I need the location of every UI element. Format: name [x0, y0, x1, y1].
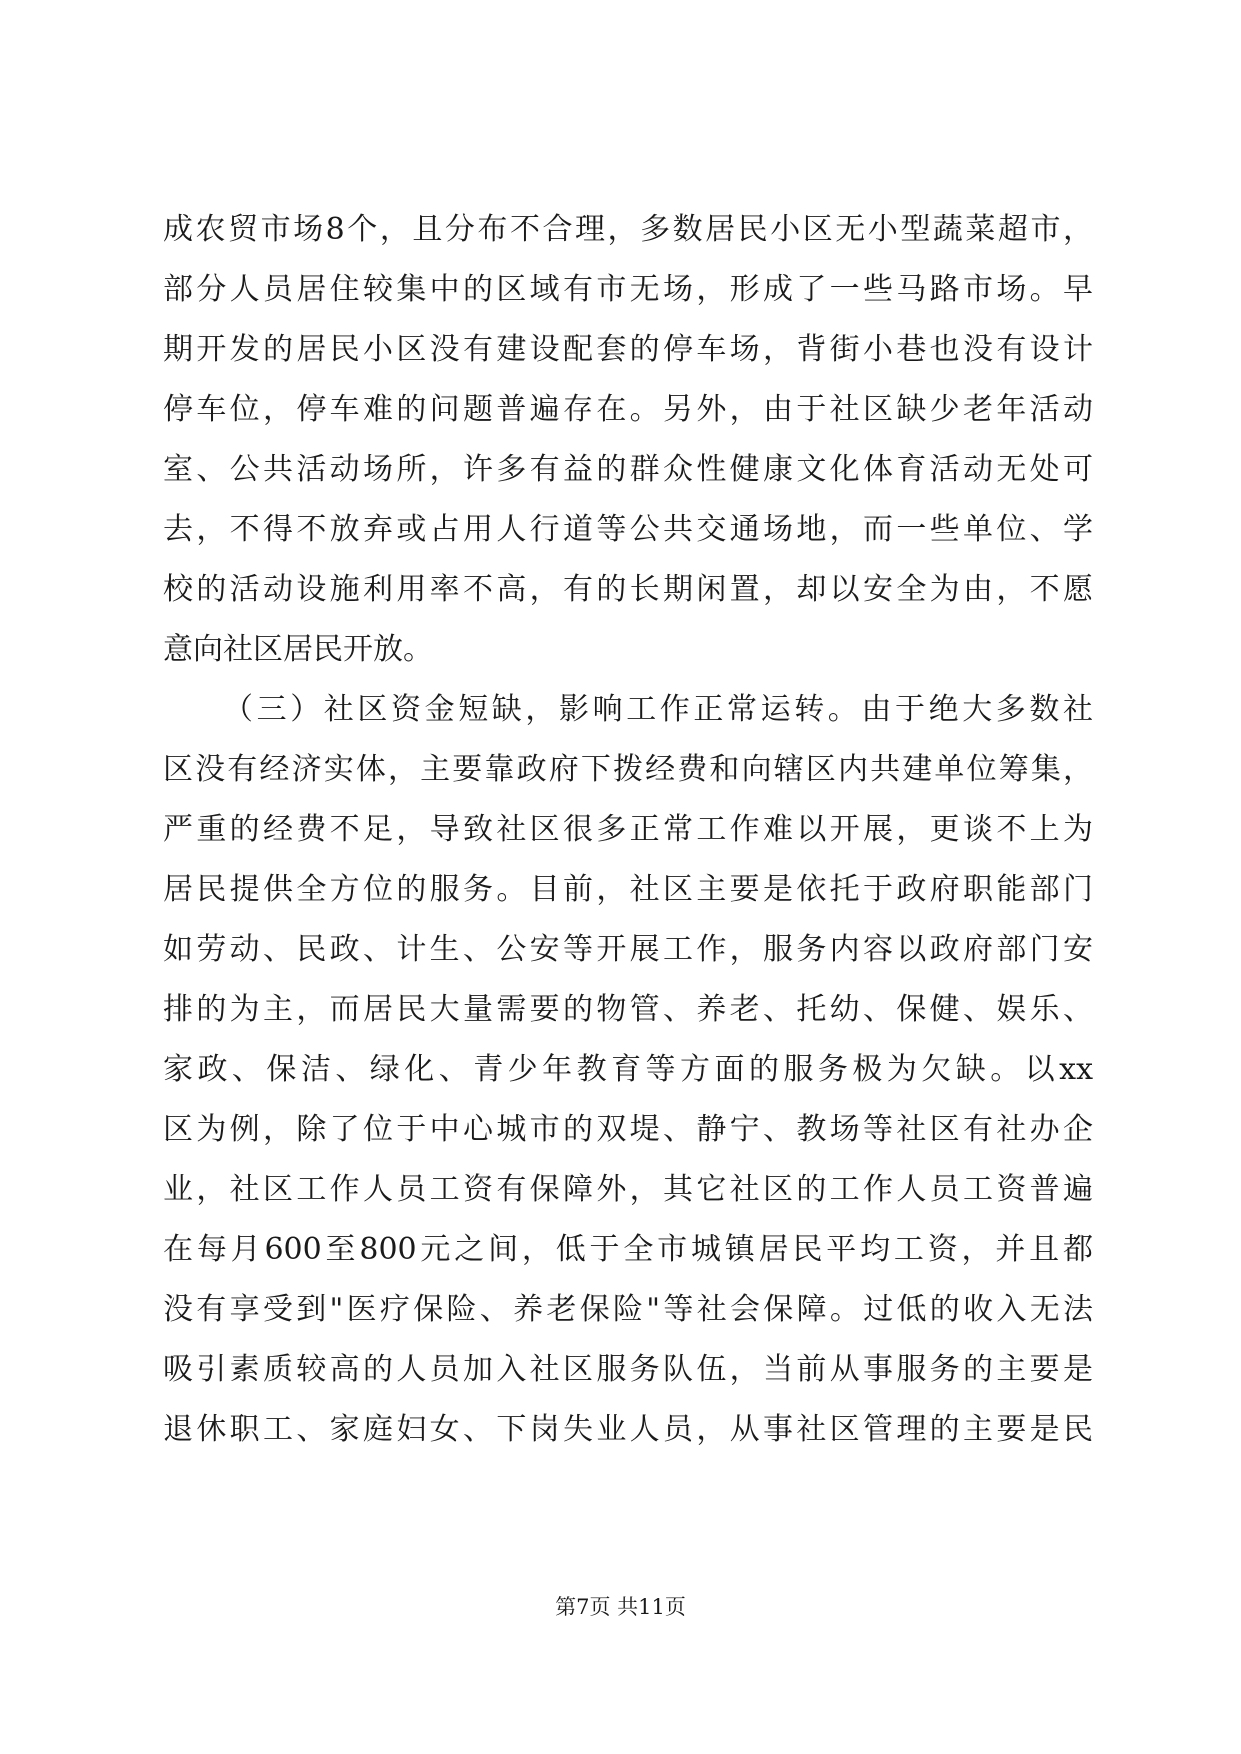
text-line: 如劳动、民政、计生、公安等开展工作，服务内容以政府部门安 — [163, 932, 1093, 967]
text-line: 业，社区工作人员工资有保障外，其它社区的工作人员工资普遍 — [163, 1172, 1093, 1207]
text-line: 在每月600至800元之间，低于全市城镇居民平均工资，并且都 — [163, 1232, 1093, 1267]
text-line: 部分人员居住较集中的区域有市无场，形成了一些马路市场。早 — [163, 272, 1093, 307]
text-line: 期开发的居民小区没有建设配套的停车场，背街小巷也没有设计 — [163, 332, 1093, 367]
text-line: 意向社区居民开放。 — [163, 632, 433, 667]
text-line: 排的为主，而居民大量需要的物管、养老、托幼、保健、娱乐、 — [163, 992, 1093, 1027]
section-heading-line: （三）社区资金短缺，影响工作正常运转。由于绝大多数社 — [223, 692, 1093, 727]
text-line: 成农贸市场8个，且分布不合理，多数居民小区无小型蔬菜超市， — [163, 212, 1093, 247]
text-line: 家政、保洁、绿化、青少年教育等方面的服务极为欠缺。以xx — [163, 1052, 1093, 1087]
text-line: 退休职工、家庭妇女、下岗失业人员，从事社区管理的主要是民 — [163, 1412, 1093, 1447]
text-line: 没有享受到"医疗保险、养老保险"等社会保障。过低的收入无法 — [163, 1292, 1093, 1327]
body-text — [163, 200, 1093, 1460]
text-line: 去，不得不放弃或占用人行道等公共交通场地，而一些单位、学 — [163, 512, 1093, 547]
text-line: 区没有经济实体，主要靠政府下拨经费和向辖区内共建单位筹集， — [163, 752, 1093, 787]
text-line: 室、公共活动场所，许多有益的群众性健康文化体育活动无处可 — [163, 452, 1093, 487]
text-line: 严重的经费不足，导致社区很多正常工作难以开展，更谈不上为 — [163, 812, 1093, 847]
text-line: 吸引素质较高的人员加入社区服务队伍，当前从事服务的主要是 — [163, 1352, 1093, 1387]
text-line: 居民提供全方位的服务。目前，社区主要是依托于政府职能部门 — [163, 872, 1093, 907]
text-line: 区为例，除了位于中心城市的双堤、静宁、教场等社区有社办企 — [163, 1112, 1093, 1147]
text-line: 校的活动设施利用率不高，有的长期闲置，却以安全为由，不愿 — [163, 572, 1093, 607]
page-number-footer: 第7页 共11页 — [555, 1595, 686, 1619]
text-line: 停车位，停车难的问题普遍存在。另外，由于社区缺少老年活动 — [163, 392, 1093, 427]
